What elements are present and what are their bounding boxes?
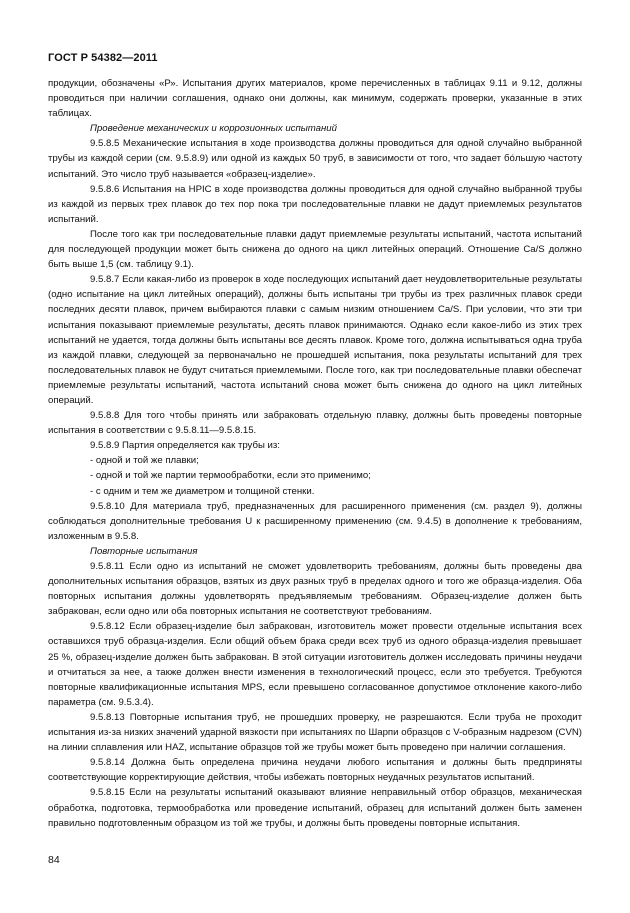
list-item: - одной и той же партии термообработки, если это применимо; [90,470,371,482]
standard-header: ГОСТ Р 54382—2011 [48,52,158,64]
paragraph: 9.5.8.13 Повторные испытания труб, не прошедших проверку, не разрешаются. Если труба не проходит испытания из-за низких значений ударной вязкости при испытаниях по Шарпи образцов с V-образным надрезом (CVN) на линии сплавления или HAZ, испытание образцов той же трубы может быть проведено при наличии соглашения. [48,711,582,754]
paragraph: 9.5.8.6 Испытания на HPIC в ходе производства должны проводиться для одной случайно выбранной трубы из каждой из первых трех плавок до тех пор пока три последовательные плавки не дадут приемлемых результатов испытаний. [48,183,582,225]
body-text [48,76,582,831]
paragraph: 9.5.8.7 Если какая-либо из проверок в ходе последующих испытаний дает неудовлетворительные результаты (одно испытание на цикл литейных операций), должны быть испытаны три трубы из трех различных плавок среди последних десяти плавок, причем выбираются плавки с самым низким отношением Ca/S. При условии, что эти три испытания показывают приемлемые результаты, десять плавок принимаются. Однако если какое-либо из этих трех испытаний не удается, тогда должны быть испытаны все десять плавок. Кроме того, должна испытываться одна труба из каждой плавки, следующей за первоначально не прошедшей испытания, пока результаты испытаний для трех последовательных плавок не будут считаться приемлемыми. После того, как три последовательные плавки обеспечат приемлемые результаты испытаний, частота испытаний снова может быть снижена до одного на цикл литейных операций. [48,274,582,406]
list-item: - с одним и тем же диаметром и толщиной стенки. [90,485,315,497]
paragraph: 9.5.8.8 Для того чтобы принять или забраковать отдельную плавку, должны быть проведены повторные испытания в соответствии с 9.5.8.11—9.5.8.15. [48,410,582,437]
paragraph: После того как три последовательные плавки дадут приемлемые результаты испытаний, частота испытаний для последующей продукции может быть снижена до одного на цикл литейных операций. Отношение Ca/S должно быть выше 1,5 (см. таблицу 9.1). [48,228,582,271]
paragraph: 9.5.8.12 Если образец-изделие был забракован, изготовитель может провести отдельные испытания всех оставшихся труб образца-изделия. Если общий объем брака среди всех труб из одного образца-изделия превышает 25 %, образец-изделие должен быть забракован. В этой ситуации изготовитель должен исследовать причины неудачи и отчитаться за нее, а также должен внести изменения в технологический процесс, если это требуется. Требуются повторные квалификационные испытания MPS, если превышено согласованное допустимое отклонение какого-либо параметра (см. 9.5.3.4). [48,621,582,708]
paragraph: продукции, обозначены «Р». Испытания других материалов, кроме перечисленных в таблицах 9.11 и 9.12, должны проводиться при наличии соглашения, однако они должны, как минимум, содержать проверки, указанные в этих таблицах. [48,78,582,120]
page-number: 84 [48,854,60,866]
list-item: - одной и той же плавки; [90,455,199,467]
paragraph: 9.5.8.10 Для материала труб, предназначенных для расширенного применения (см. раздел 9), должны соблюдаться дополнительные требования U к расширенному применению (см. 9.4.5) в дополнение к требованиям, изложенным в 9.5.8. [48,500,582,542]
paragraph: 9.5.8.5 Механические испытания в ходе производства должны проводиться для одной случайно выбранной трубы из каждой серии (см. 9.5.8.9) или одной из каждых 50 труб, в зависимости от того, что задает бóльшую частоту испытаний. Это число труб называется «образец-изделие». [48,138,582,180]
paragraph: 9.5.8.11 Если одно из испытаний не сможет удовлетворить требованиям, должны быть проведены два дополнительных испытания образцов, взятых из двух разных труб в пределах одного и того же образца-изделия. Оба повторных испытания должны удовлетворять предъявляемым требованиям. Образец-изделие должен быть забракован, если одно или оба повторных испытания не соответствуют требованиям. [48,561,582,618]
paragraph: 9.5.8.9 Партия определяется как трубы из: [90,440,280,452]
section-heading: Проведение механических и коррозионных испытаний [90,123,337,135]
paragraph: 9.5.8.15 Если на результаты испытаний оказывают влияние неправильный отбор образцов, механическая обработка, подготовка, термообработка или проведение испытаний, образец для испытаний должен быть заменен правильно подготовленным образцом из той же трубы, и должны быть проведены повторные испытания. [48,787,582,829]
section-heading: Повторные испытания [90,545,198,557]
paragraph: 9.5.8.14 Должна быть определена причина неудачи любого испытания и должны быть предприняты соответствующие корректирующие действия, чтобы избежать повторных неудачных результатов испытаний. [48,757,582,784]
